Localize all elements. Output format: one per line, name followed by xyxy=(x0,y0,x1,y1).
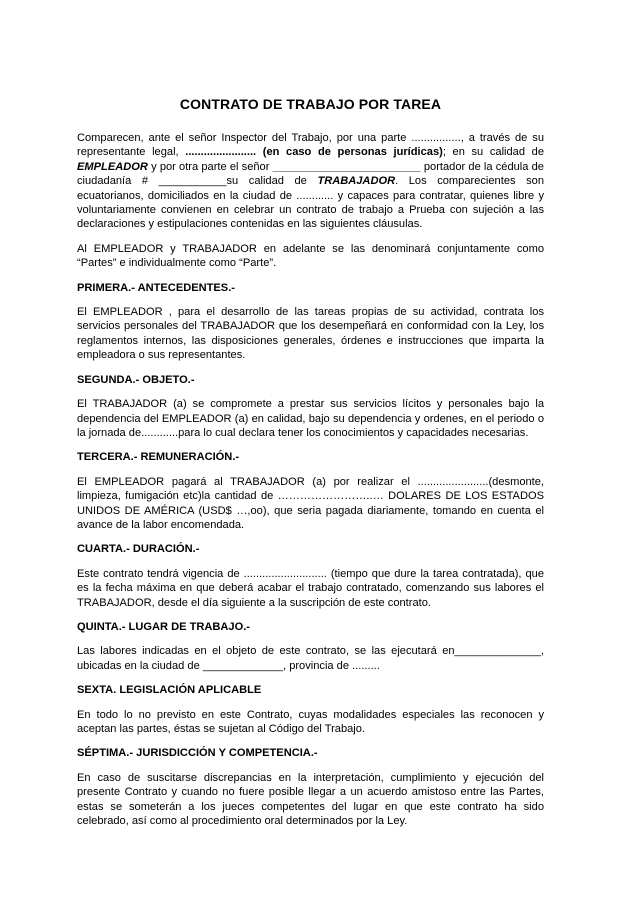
section-heading-segunda: SEGUNDA.- OBJETO.- xyxy=(77,373,195,386)
section-body-septima: En caso de suscitarse discrepancias en la interpretación, cumplimiento y ejecución del presente Contrato y cuando no fuere posible llegar a un acuerdo amistoso entre las Partes, estas se someterán a los jueces competentes del lugar en que este contrato ha sido celebrado, así como al procedimiento oral determinados por la Ley. xyxy=(77,771,544,828)
section-body-sexta: En todo lo no previsto en este Contrato, cuyas modalidades especiales las reconocen y aceptan las partes, éstas se sujetan al Código del Trabajo. xyxy=(77,708,544,735)
section-body-primera: El EMPLEADOR , para el desarrollo de las tareas propias de su actividad, contrata los servicios personales del TRABAJADOR que los desempeñará en conformidad con la Ley, los reglamentos internos, las disposiciones generales, órdenes e instrucciones que imparta la empleadora o sus representantes. xyxy=(77,306,544,362)
section-body-quinta: Las labores indicadas en el objeto de este contrato, se las ejecutará en______________, ubicadas en la ciudad de _____________, provincia de ......... xyxy=(77,645,544,672)
section-body-tercera: El EMPLEADOR pagará al TRABAJADOR (a) por realizar el .......................(desmonte, limpieza, fumigación etc)la cantidad de ……………………..… DOLARES DE LOS ESTADOS UNIDOS DE AMÉRICA (USD$ …,oo), que seria pagada diariamente, tomando en cuenta el avance de la labor encomendada. xyxy=(77,475,544,531)
section-body-segunda: El TRABAJADOR (a) se compromete a prestar sus servicios lícitos y personales bajo la dependencia del EMPLEADOR (a) en calidad, bajo su dependencia y ordenes, en el periodo o la jornada de............para lo cual declara tener los conocimientos y capacidades necesarias. xyxy=(77,398,544,439)
section-heading-septima: SÉPTIMA.- JURISDICCIÓN Y COMPETENCIA.- xyxy=(77,747,318,760)
partes-paragraph: Al EMPLEADOR y TRABAJADOR en adelante se las denominará conjuntamente como “Partes” e individualmente como “Parte”. xyxy=(77,242,544,270)
intro-paragraph: Comparecen, ante el señor Inspector del Trabajo, por una parte ................, a través de su representante legal, ....................... (en caso de personas jurídicas); en su calidad de EMPLEADOR y por otra parte el señor ________________________ portador de la cédula de ciudadanía # ___________su calidad de TRABAJADOR. Los comparecientes son ecuatorianos, domiciliados en la ciudad de ............ y capaces para contratar, quienes libre y voluntariamente convienen en celebrar un contrato de trabajo a Prueba con sujeción a las declaraciones y estipulaciones contenidas en las siguientes cláusulas. xyxy=(77,132,544,231)
document-title: CONTRATO DE TRABAJO POR TAREA xyxy=(179,96,442,112)
section-heading-cuarta: CUARTA.- DURACIÓN.- xyxy=(77,543,200,556)
section-body-cuarta: Este contrato tendrá vigencia de ........................... (tiempo que dure la tarea contratada), que es la fecha máxima en que deberá acabar el trabajo contratado, comenzando sus labores el TRABAJADOR, desde el día siguiente a la suscripción de este contrato. xyxy=(77,567,544,609)
section-heading-primera: PRIMERA.- ANTECEDENTES.- xyxy=(77,281,235,294)
section-heading-sexta: SEXTA. LEGISLACIÓN APLICABLE xyxy=(77,684,262,697)
section-heading-tercera: TERCERA.- REMUNERACIÓN.- xyxy=(77,451,240,464)
section-heading-quinta: QUINTA.- LUGAR DE TRABAJO.- xyxy=(77,620,250,633)
